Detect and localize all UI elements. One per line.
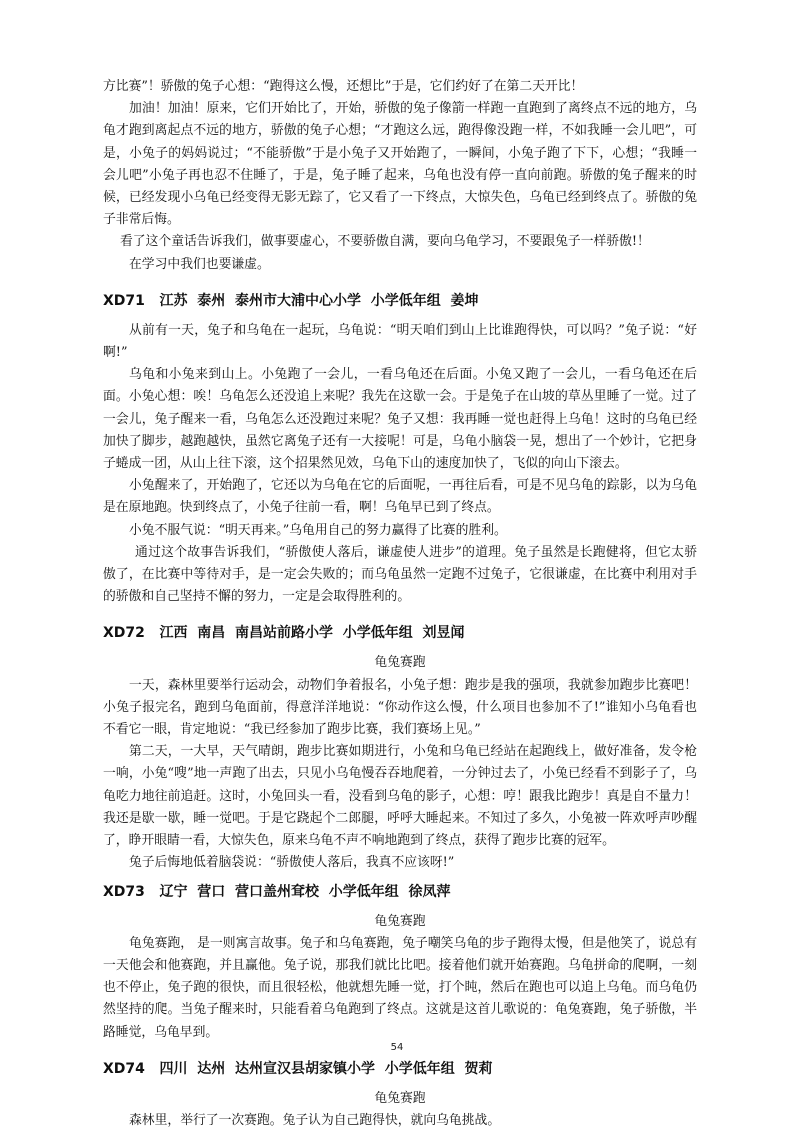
- paragraph: 一天，森林里要举行运动会，动物们争着报名，小兔子想：跑步是我的强项，我就参加跑步比赛吧！小兔子报完名，跑到乌龟面前，得意洋洋地说：“你动作这么慢，什么项目也参加不了!”谁知小乌龟看也不看它一眼，肯定地说：“我已经参加了跑步比赛，我们赛场上见。”: [103, 677, 697, 738]
- paragraph: 森林里，举行了一次赛跑。兔子认为自己跑得快，就向乌龟挑战。: [129, 1112, 501, 1128]
- page-number: 54: [390, 1042, 404, 1053]
- story-title: 龟兔赛跑: [374, 655, 426, 671]
- paragraph: 乌龟和小兔来到山上。小兔跑了一会儿，一看乌龟还在后面。小兔又跑了一会儿，一看乌龟还在后面。小兔心想：唉！乌龟怎么还没追上来呢？我先在这歇一会。于是兔子在山坡的草丛里睡了一觉。过了一会儿，兔子醒来一看，乌龟怎么还没跑过来呢？兔子又想：我再睡一觉也赶得上乌龟！这时的乌龟已经加快了脚步，越跑越快，虽然它离兔子还有一大接呢！可是，乌龟小脑袋一晃，想出了一个妙计，它把身子蜷成一团，从山上往下滚，这个招果然见效，乌龟下山的速度加快了，飞似的向山下滚去。: [103, 367, 697, 472]
- paragraph: 小兔醒来了，开始跑了，它还以为乌龟在它的后面呢，一再往后看，可是不见乌龟的踪影，以为乌龟是在原地跑。快到终点了，小兔子往前一看，啊！乌龟早已到了终点。: [103, 478, 697, 516]
- section-heading: XD71 江苏 泰州 泰州市大浦中心小学 小学低年组 姜坤: [103, 292, 479, 309]
- paragraph: 从前有一天，兔子和乌龟在一起玩，乌龟说：“明天咱们到山上比谁跑得快，可以吗？”兔子说：“好啊!”: [103, 322, 697, 361]
- paragraph: 通过这个故事告诉我们，“骄傲使人落后，谦虚使人进步”的道理。兔子虽然是长跑健将，但它太骄傲了，在比赛中等待对手，是一定会失败的；而乌龟虽然一定跑不过兔子，它很谦虚，在比赛中利用对手的骄傲和自己坚持不懈的努力，一定是会取得胜利的。: [103, 544, 697, 605]
- section-heading: XD74 四川 达州 达州宣汉县胡家镇小学 小学低年组 贺莉: [103, 1060, 493, 1077]
- paragraph: 加油！加油！原来，它们开始比了，开始，骄傲的兔子像箭一样跑一直跑到了离终点不远的地方，乌龟才跑到离起点不远的地方，骄傲的兔子心想；“才跑这么远，跑得像没跑一样，不如我睡一会儿吧”，可是，小兔子的妈妈说过；“不能骄傲”于是小兔子又开始跑了，一瞬间，小兔子跑了下下，心想；“我睡一会儿吧”小兔子再也忍不住睡了，于是，兔子睡了起来，乌龟也没有停一直向前跑。骄傲的兔子醒来的时候，已经发现小乌龟已经变得无影无踪了，它又看了一下终点，大惊失色，乌龟已经到终点了。骄傲的兔子非常后悔。: [103, 101, 697, 228]
- paragraph: 小兔不服气说：“明天再来。”乌龟用自己的努力赢得了比赛的胜利。: [129, 522, 507, 538]
- story-title: 龟兔赛跑: [374, 913, 426, 929]
- paragraph: 兔子后悔地低着脑袋说：“骄傲使人落后，我真不应该呀!”: [129, 855, 455, 871]
- section-heading: XD73 辽宁 营口 营口盖州耷校 小学低年组 徐凤萍: [103, 883, 451, 900]
- paragraph: 看了这个童话告诉我们，做事要虚心，不要骄傲自满，要向乌龟学习，不要跟兔子一样骄傲!！: [120, 234, 650, 250]
- paragraph: 龟兔赛跑， 是一则寓言故事。兔子和乌龟赛跑，兔子嘲笑乌龟的步子跑得太慢，但是他笑了，说总有一天他会和他赛跑，并且赢他。兔子说，那我们就比比吧。接着他们就开始赛跑。乌龟拼命的爬啊，一刻也不停止，兔子跑的很快，而且很轻松，他就想先睡一觉，打个盹，然后在跑也可以追上乌龟。而乌龟仍然坚持的爬。当兔子醒来时，只能看着乌龟跑到了终点。这就是这首儿歌说的：龟兔赛跑，兔子骄傲，半路睡觉，乌龟早到。: [103, 935, 697, 1040]
- paragraph: 方比赛”！骄傲的兔子心想：“跑得这么慢，还想比”于是，它们约好了在第二天开比！: [103, 79, 584, 94]
- paragraph: 第二天，一大早，天气晴朗，跑步比赛如期进行，小兔和乌龟已经站在起跑线上，做好准备，发令枪一响，小兔“嗖”地一声跑了出去，只见小乌龟慢吞吞地爬着，一分钟过去了，小兔已经看不到影子了，乌龟吃力地往前追赶。这时，小兔回头一看，没看到乌龟的影子，心想：哼！跟我比跑步！真是自不量力！我还是歇一歇，睡一觉吧。于是它跷起个二郎腿，呼呼大睡起来。不知过了多久，小兔被一阵欢呼声吵醒了，睁开眼睛一看，大惊失色，原来乌龟不声不响地跑到了终点，获得了跑步比赛的冠军。: [103, 744, 697, 849]
- section-heading: XD72 江西 南昌 南昌站前路小学 小学低年组 刘昱闻: [103, 625, 465, 642]
- story-title: 龟兔赛跑: [374, 1090, 426, 1106]
- paragraph: 在学习中我们也要谦虚。: [129, 256, 270, 272]
- page-content: [103, 76, 697, 1132]
